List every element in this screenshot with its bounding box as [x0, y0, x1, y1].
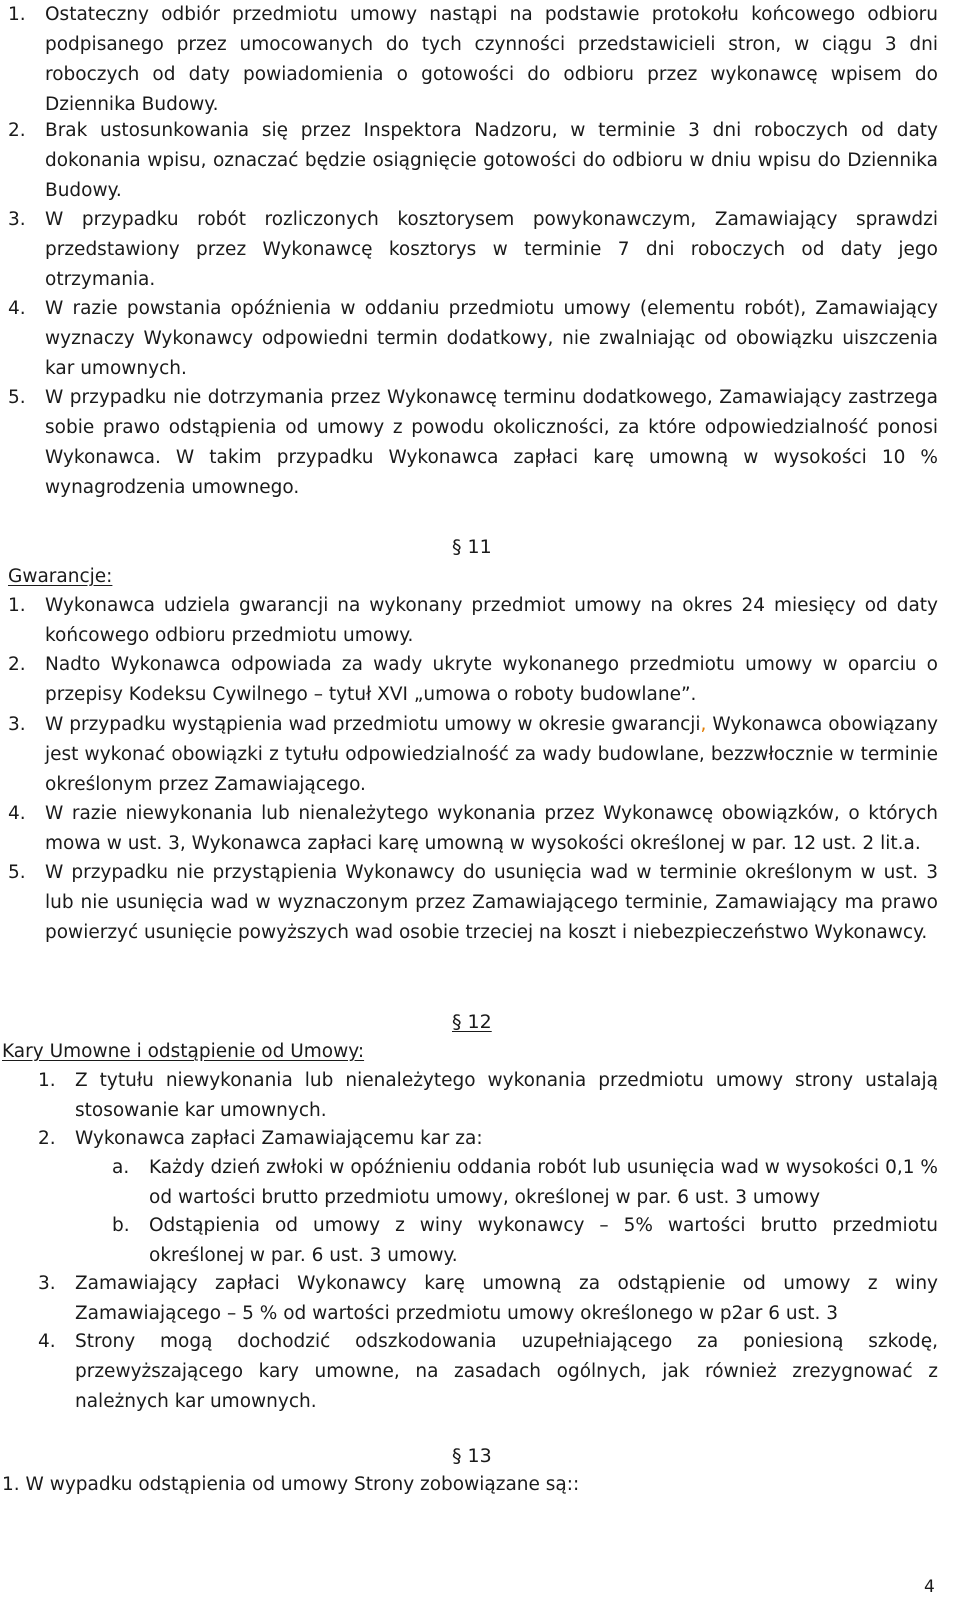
penalty-item-2-number: 2.	[38, 1128, 56, 1149]
section-12-sign: § 12	[452, 1011, 492, 1033]
penalty-subitem-a-number: a.	[112, 1157, 130, 1178]
penalty-item-3-text: Zamawiający zapłaci Wykonawcy karę umowną za odstąpienie od umowy z winy Zamawiającego – 5 % od wartości przedmiotu umowy określonego w p2ar 6 ust. 3	[75, 1273, 938, 1324]
intro-item-5-number: 5.	[8, 387, 26, 408]
penalty-item-4-number: 4.	[38, 1331, 56, 1352]
penalty-subitem-b-number: b.	[112, 1215, 130, 1236]
intro-item-1-text: Ostateczny odbiór przedmiotu umowy nastąpi na podstawie protokołu końcowego odbioru podpisanego przez umocowanych do tych czynności przedstawicieli stron, w ciągu 3 dni roboczych od daty powiadomienia o gotowości do odbioru przez wykonawcę wpisem do Dziennika Budowy.	[45, 4, 938, 115]
guarantee-item-4-text: W razie niewykonania lub nienależytego wykonania przez Wykonawcę obowiązków, o których mowa w ust. 3, Wykonawca zapłaci karę umowną w wysokości określonej w par. 12 ust. 2 lit.a.	[45, 803, 938, 854]
guarantee-item-3-number: 3.	[8, 714, 26, 735]
penalty-subitem-b-text: Odstąpienia od umowy z winy wykonawcy – 5% wartości brutto przedmiotu określonej w par. 6 ust. 3 umowy.	[149, 1215, 938, 1266]
guarantee-item-3-text	[45, 710, 938, 800]
section-12-heading: Kary Umowne i odstąpienie od Umowy:	[2, 1041, 365, 1062]
guarantee-item-5-text: W przypadku nie przystąpienia Wykonawcy do usunięcia wad w terminie określonym w ust. 3 lub nie usunięcia wad w wyznaczonym przez Zamawiającego terminie, Zamawiający ma prawo powierzyć usunięcie powyższych wad osobie trzeciej na koszt i niebezpieczeństwo Wykonawcy.	[45, 862, 938, 943]
intro-item-2-number: 2.	[8, 120, 26, 141]
intro-item-2-text: Brak ustosunkowania się przez Inspektora Nadzoru, w terminie 3 dni roboczych od daty dokonania wpisu, oznaczać będzie osiągnięcie gotowości do odbioru w dniu wpisu do Dziennika Budowy.	[45, 120, 938, 201]
page-number: 4	[924, 1577, 935, 1597]
section-13-line: 1. W wypadku odstąpienia od umowy Strony zobowiązane są::	[2, 1474, 580, 1495]
penalty-item-1-number: 1.	[38, 1070, 56, 1091]
guarantee-item-1-number: 1.	[8, 595, 26, 616]
guarantee-item-3-text-a: W przypadku wystąpienia wad przedmiotu umowy w okresie gwarancji	[45, 714, 701, 735]
intro-item-4-number: 4.	[8, 298, 26, 319]
penalty-item-2-text: Wykonawca zapłaci Zamawiającemu kar za:	[75, 1128, 483, 1149]
intro-item-1-number: 1.	[8, 4, 26, 25]
intro-item-4-text: W razie powstania opóźnienia w oddaniu przedmiotu umowy (elementu robót), Zamawiający wyznaczy Wykonawcy odpowiedni termin dodatkowy, nie zwalniając od obowiązku uiszczenia kar umownych.	[45, 298, 938, 379]
penalty-subitem-a-text: Każdy dzień zwłoki w opóźnieniu oddania robót lub usunięcia wad w wysokości 0,1 % od wartości brutto przedmiotu umowy, określonej w par. 6 ust. 3 umowy	[149, 1157, 938, 1208]
guarantee-item-3-text-b: Wykonawca obowiązany jest wykonać obowiązki z tytułu odpowiedzialność za wady budowlane, bezzwłocznie w terminie określonym przez Zamawiającego.	[45, 714, 938, 795]
guarantee-item-1-text: Wykonawca udziela gwarancji na wykonany przedmiot umowy na okres 24 miesięcy od daty końcowego odbioru przedmiotu umowy.	[45, 595, 938, 646]
guarantee-item-5-number: 5.	[8, 862, 26, 883]
penalty-item-4-text: Strony mogą dochodzić odszkodowania uzupełniającego za poniesioną szkodę, przewyższającego kary umowne, na zasadach ogólnych, jak również zrezygnować z należnych kar umownych.	[75, 1331, 938, 1412]
section-11-heading: Gwarancje:	[8, 566, 113, 587]
penalty-item-3-number: 3.	[38, 1273, 56, 1294]
guarantee-item-2-number: 2.	[8, 654, 26, 675]
guarantee-item-2-text: Nadto Wykonawca odpowiada za wady ukryte wykonanego przedmiotu umowy w oparciu o przepisy Kodeksu Cywilnego – tytuł XVI „umowa o roboty budowlane”.	[45, 654, 938, 705]
guarantee-item-4-number: 4.	[8, 803, 26, 824]
accent-comma: ,	[700, 714, 707, 735]
intro-item-5-text: W przypadku nie dotrzymania przez Wykonawcę terminu dodatkowego, Zamawiający zastrzega sobie prawo odstąpienia od umowy z powodu okoliczności, za które odpowiedzialność ponosi Wykonawca. W takim przypadku Wykonawca zapłaci karę umowną w wysokości 10 % wynagrodzenia umownego.	[45, 387, 938, 498]
section-11-sign: § 11	[452, 536, 492, 558]
intro-item-3-number: 3.	[8, 209, 26, 230]
section-13-sign: § 13	[452, 1445, 492, 1467]
intro-item-3-text: W przypadku robót rozliczonych kosztorysem powykonawczym, Zamawiający sprawdzi przedstawiony przez Wykonawcę kosztorys w terminie 7 dni roboczych od daty jego otrzymania.	[45, 209, 938, 290]
penalty-item-1-text: Z tytułu niewykonania lub nienależytego wykonania przedmiotu umowy strony ustalają stosowanie kar umownych.	[75, 1070, 938, 1121]
